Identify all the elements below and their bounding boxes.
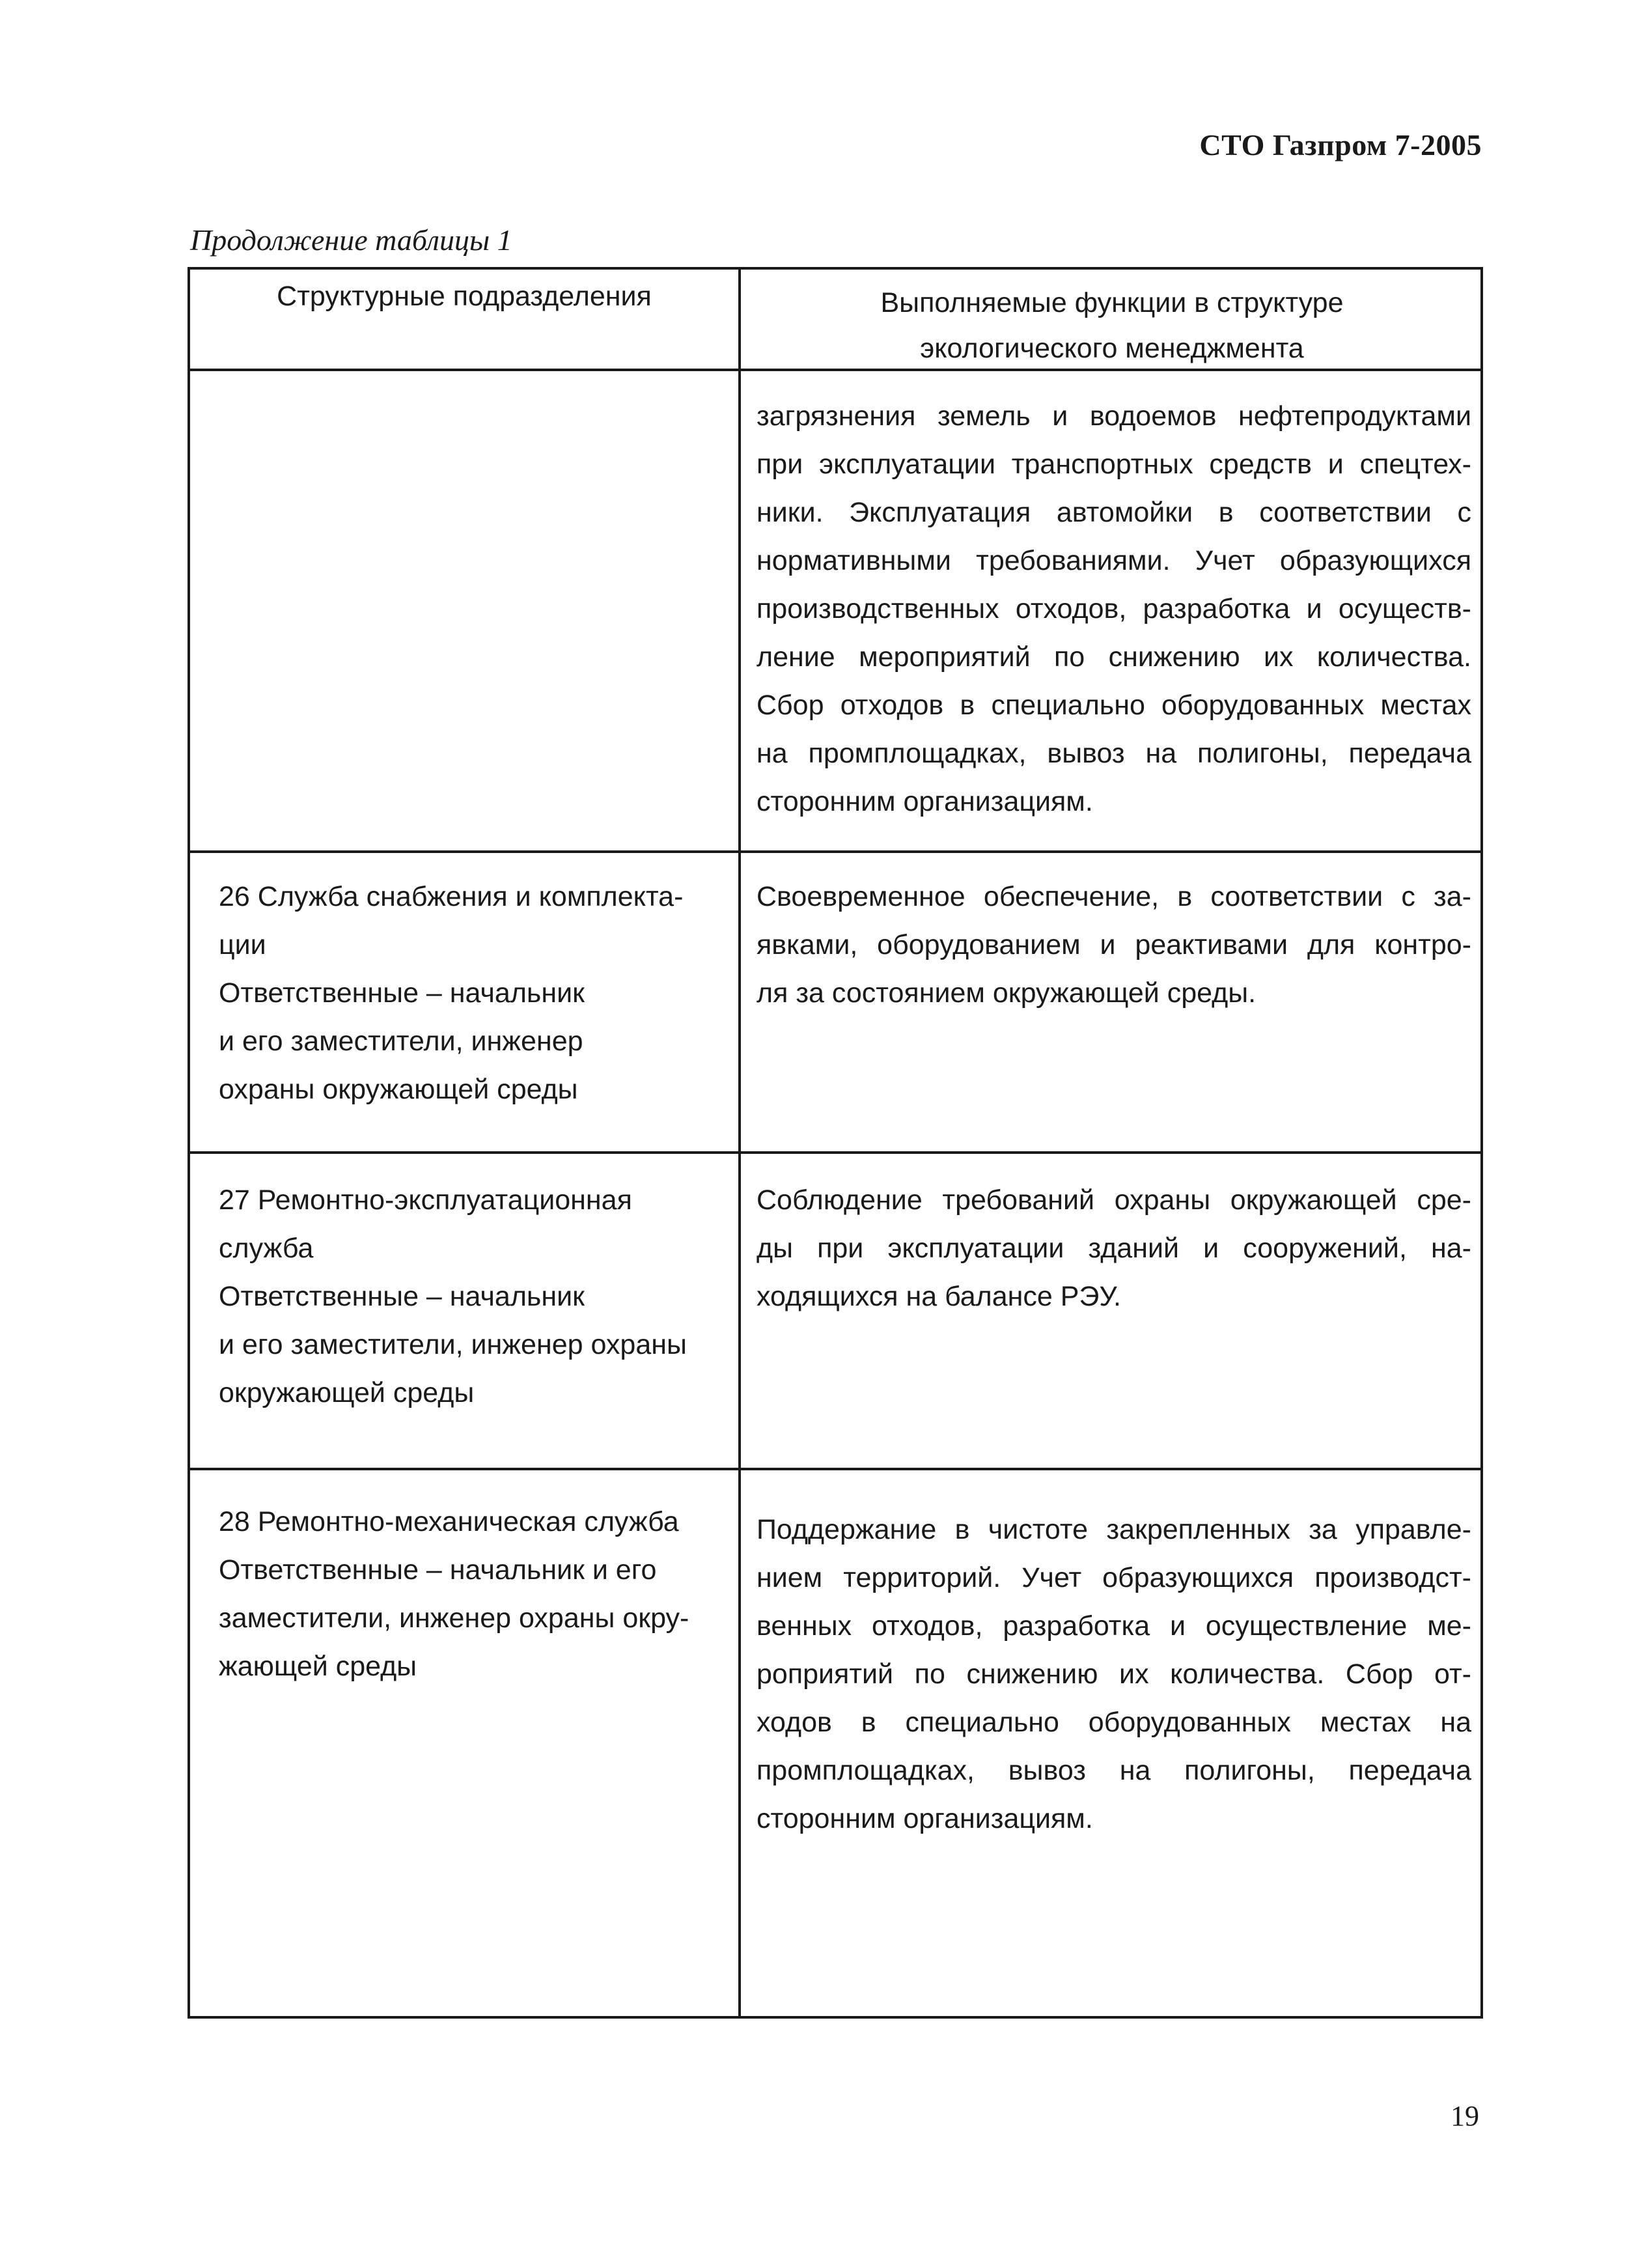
unit-line: ции (219, 929, 266, 960)
unit-line: и его заместители, инженер охраны (219, 1329, 687, 1360)
table-row-1-functions (757, 392, 1471, 826)
function-line: Поддержание в чистоте закрепленных за управле- (757, 1514, 1471, 1545)
function-line: при эксплуатации транспортных средств и спецтех- (757, 449, 1471, 480)
unit-line: охраны окружающей среды (219, 1074, 578, 1105)
function-line: ники. Эксплуатация автомойки в соответствии с (757, 497, 1471, 528)
function-line: сторонним организациям. (757, 1803, 1093, 1834)
column-header-units (190, 273, 738, 319)
unit-line: 27 Ремонтно-эксплуатационная (219, 1184, 632, 1216)
unit-line: Ответственные – начальник (219, 1281, 585, 1312)
function-line: ля за состоянием окружающей среды. (757, 977, 1257, 1009)
unit-line: Ответственные – начальник и его (219, 1554, 657, 1586)
unit-line: 26 Служба снабжения и комплекта- (219, 881, 684, 912)
table-caption: Продолжение таблицы 1 (190, 223, 512, 257)
functions-table (188, 267, 1483, 2019)
function-line: загрязнения земель и водоемов нефтепродуктами (757, 400, 1471, 432)
column-header-units-text: Структурные подразделения (277, 281, 652, 312)
unit-line: и его заместители, инженер (219, 1026, 583, 1057)
function-line: сторонним организациям. (757, 786, 1093, 817)
unit-line: 28 Ремонтно-механическая служба (219, 1506, 679, 1537)
function-line: производственных отходов, разработка и осуществ- (757, 593, 1471, 624)
table-row-27-functions (757, 1176, 1471, 1321)
unit-line: жающей среды (219, 1651, 417, 1682)
function-line: явками, оборудованием и реактивами для контро- (757, 929, 1471, 960)
unit-line: Ответственные – начальник (219, 977, 585, 1009)
table-row-26-functions (757, 873, 1471, 1017)
function-line: ходов в специально оборудованных местах на (757, 1707, 1471, 1738)
unit-line: заместители, инженер охраны окру- (219, 1603, 689, 1634)
function-line: ление мероприятий по снижению их количества. (757, 641, 1471, 673)
function-line: венных отходов, разработка и осуществление ме- (757, 1610, 1471, 1642)
function-line: Своевременное обеспечение, в соответствии с за- (757, 881, 1471, 912)
document-code: СТО Газпром 7-2005 (1199, 128, 1482, 161)
table-row-28-functions (757, 1505, 1471, 1843)
table-row-28-unit (219, 1498, 720, 1690)
column-divider (738, 270, 741, 2016)
function-line: Соблюдение требований охраны окружающей сре- (757, 1184, 1471, 1216)
function-line: промплощадках, вывоз на полигоны, передача (757, 1755, 1471, 1786)
function-line: Сбор отходов в специально оборудованных местах (757, 690, 1471, 721)
page-number: 19 (1451, 2100, 1479, 2132)
function-line: ходящихся на балансе РЭУ. (757, 1281, 1121, 1312)
table-row-26-unit (219, 873, 720, 1113)
column-header-functions-line: экологического менеджмента (920, 333, 1304, 364)
function-line: нормативными требованиями. Учет образующихся (757, 545, 1471, 576)
function-line: на промплощадках, вывоз на полигоны, передача (757, 738, 1471, 769)
column-header-functions (741, 280, 1483, 371)
unit-line: окружающей среды (219, 1377, 475, 1408)
table-row-27-unit (219, 1176, 720, 1417)
unit-line: служба (219, 1233, 314, 1264)
row-divider (190, 1468, 1480, 1470)
function-line: нием территорий. Учет образующихся производст- (757, 1562, 1471, 1593)
column-header-functions-line: Выполняемые функции в структуре (880, 287, 1344, 318)
function-line: роприятий по снижению их количества. Сбор от- (757, 1659, 1471, 1690)
row-divider (190, 850, 1480, 853)
row-divider (190, 1151, 1480, 1154)
function-line: ды при эксплуатации зданий и сооружений, на- (757, 1233, 1471, 1264)
